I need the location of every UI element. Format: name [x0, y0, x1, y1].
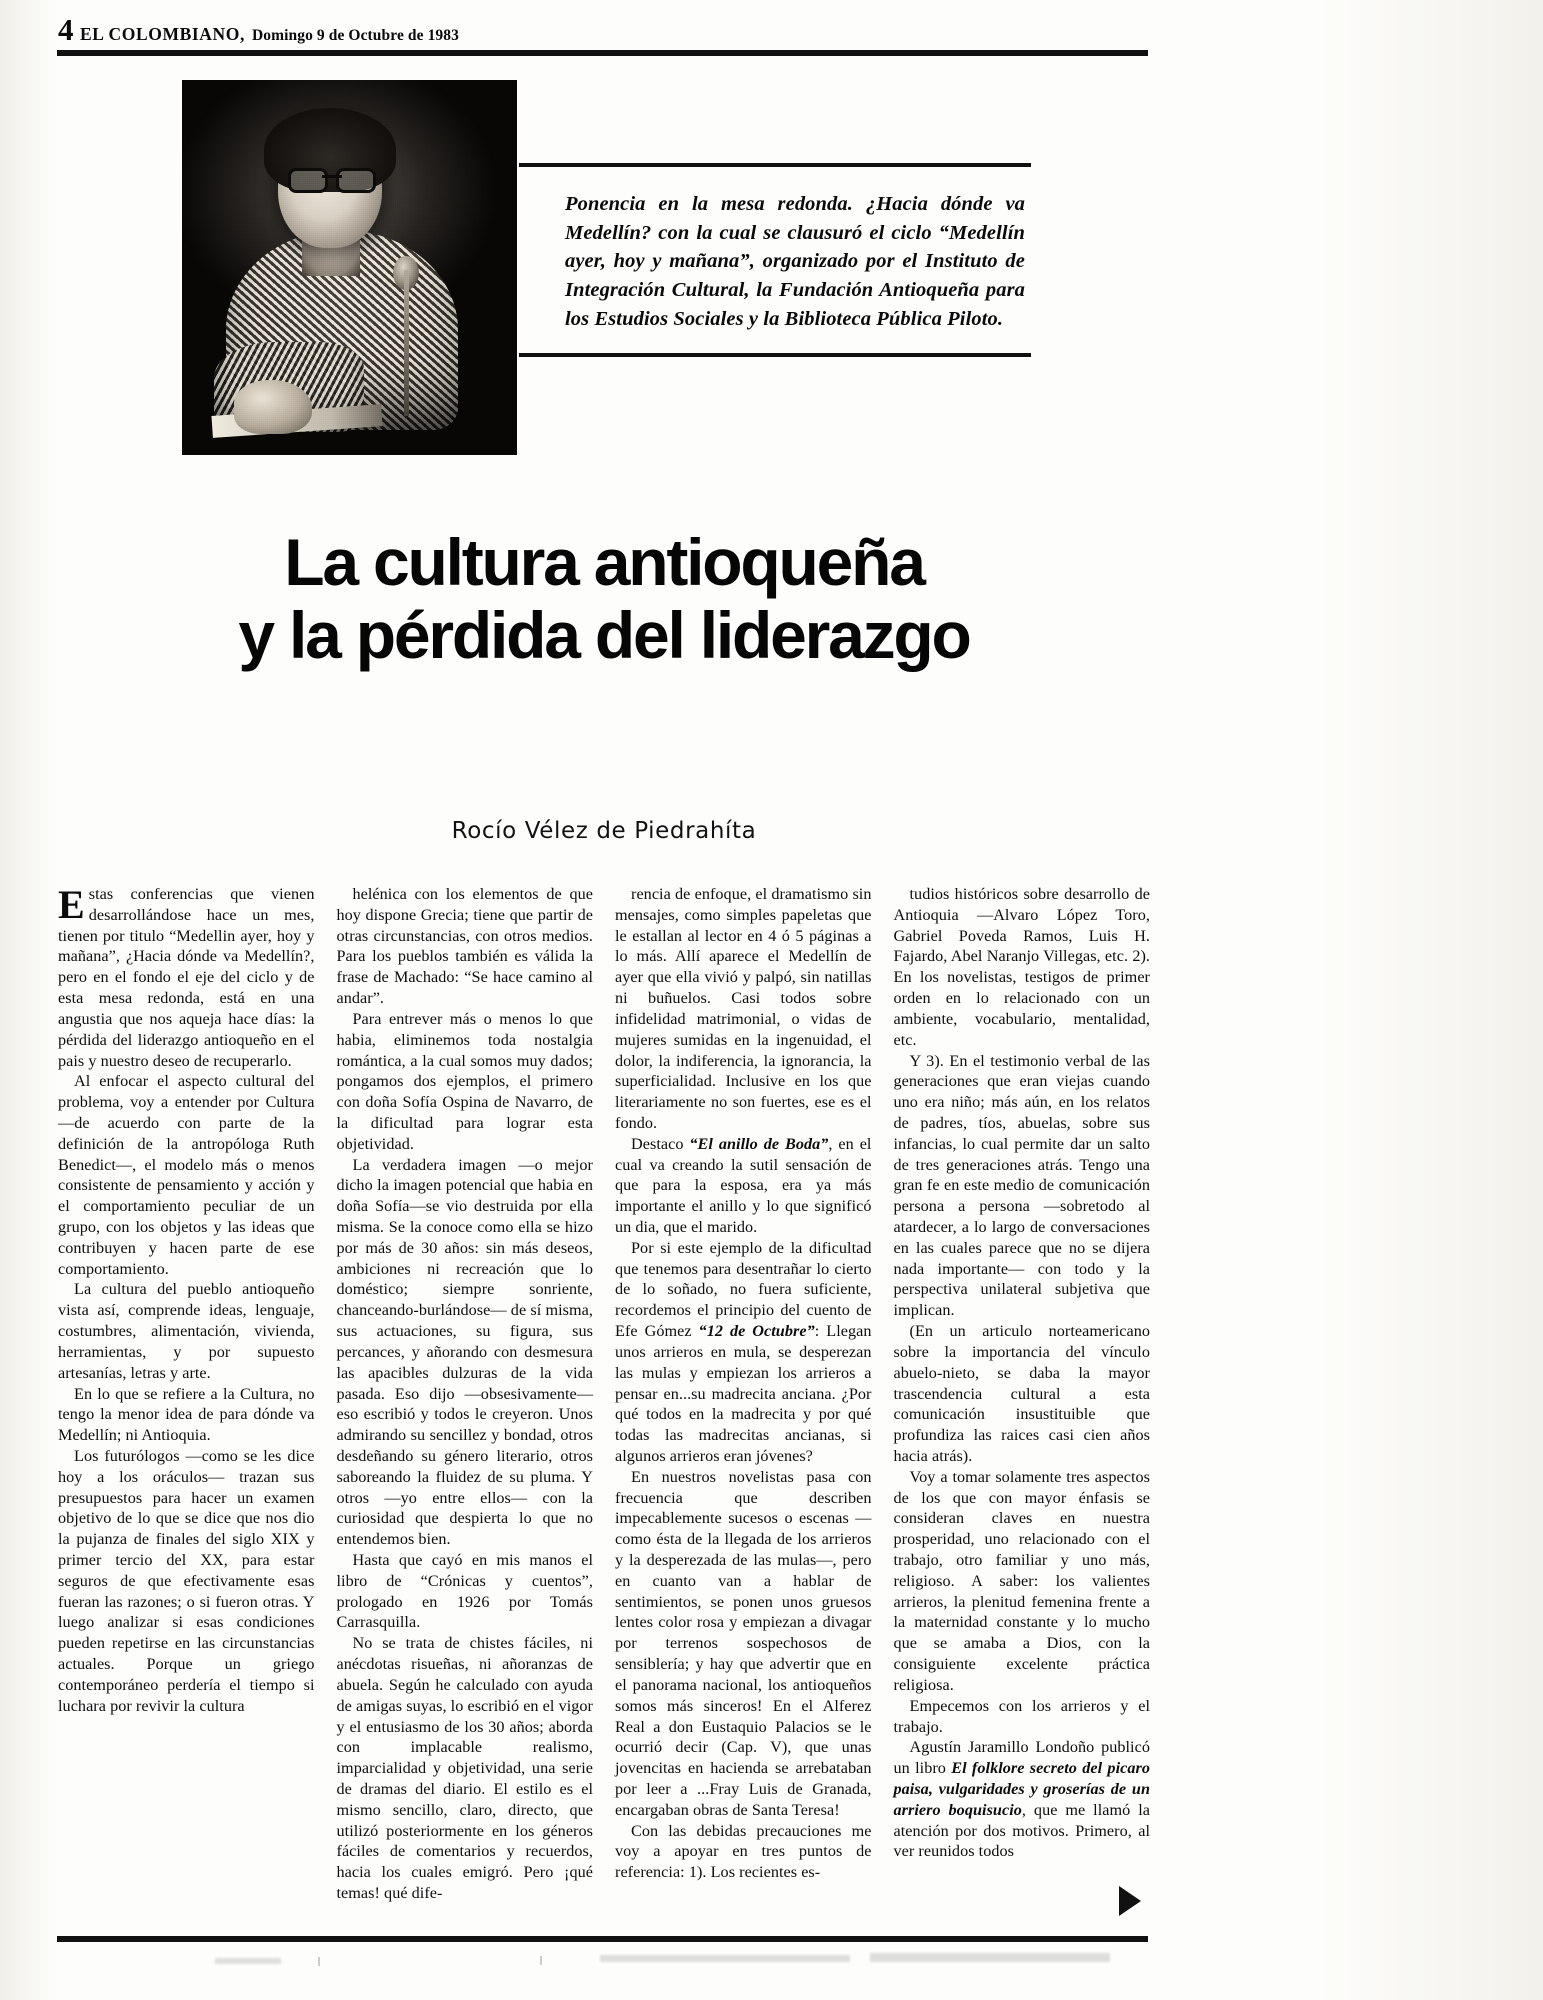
continuation-arrow-icon [1119, 1886, 1141, 1916]
body-paragraph: tudios históricos sobre desarrollo de Antioquia —Alvaro López Toro, Gabriel Poveda Ramos, Luis H. Fajardo, Abel Naranjo Villegas, etc. 2). En los novelistas, testigos de primer orden en lo relacionado con un ambiente, vocabulario, mentalidad, etc. [893, 885, 1150, 1049]
issue-date: Domingo 9 de Octubre de 1983 [251, 27, 459, 44]
photo-caption-box [519, 163, 1031, 357]
body-paragraph: En nuestros novelistas pasa con frecuencia que describen impecablemente sucesos o escenas —como ésta de la llegada de los arrieros y la desperezada de las mulas—, pero en cuanto van a hablar de sentimientos, se ponen unos gruesos lentes color rosa y empiezan a divagar por terrenos sospechosos de sensiblería; y hay que advertir que en el panorama nacional, los antioqueños somos más sinceros! En el Alferez Real a don Eustaquio Palacios se le ocurrió decir (Cap. V), que unas jovencitas en hacienda se arrebataban por leer a ...Fray Luis de Granada, encargaban obras de Santa Teresa! [615, 1467, 872, 1819]
body-paragraph: Voy a tomar solamente tres aspectos de los que con mayor énfasis se consideran claves en nuestra prosperidad, uno relacionado con el trabajo, otro familiar y uno más, religioso. A saber: los valientes arrieros, la plenitud femenina frente a la maternidad constante y lo mucho que se amaba a Dios, con la consiguiente excelente práctica religiosa. [893, 1467, 1150, 1694]
body-paragraph: Empecemos con los arrieros y el trabajo. [893, 1696, 1150, 1736]
masthead [58, 14, 1158, 46]
body-paragraph: Y 3). En el testimonio verbal de las generaciones que eran viejas cuando uno era niño; más aún, en los relatos de padres, tíos, abuelas, sobre sus infancias, lo cual permite dar un salto de tres generaciones atrás. Tengo una gran fe en este medio de comunicación persona a persona —sobretodo al atardecer, a lo largo de conversaciones en las cuales parece que no se dijera nada importante— con todo y la perspectiva unilateral subjetiva que implican. [893, 1051, 1150, 1320]
body-paragraph: (En un articulo norteamericano sobre la importancia del vínculo abuelo-nieto, se daba la mayor trascendencia cultural a esta comunicación insustituible que profundiza las raices casi cien años hacia atrás). [893, 1322, 1150, 1465]
article-body [58, 884, 1150, 1924]
headline-line-2: y la pérdida del liderazgo [238, 597, 970, 672]
headline-line-1: La cultura antioqueña [284, 525, 924, 600]
body-paragraph: Destaco “El anillo de Boda”, en el cual va creando la sutil sensación de que para la esposa, era ya más importante el anillo y lo que significó un dia, que el marido. [615, 1134, 872, 1236]
article-byline: Rocío Vélez de Piedrahíta [451, 818, 757, 844]
body-paragraph: En lo que se refiere a la Cultura, no tengo la menor idea de para dónde va Medellín; ni Antioquia. [58, 1384, 315, 1445]
drop-cap: E [58, 882, 85, 927]
body-paragraph: Para entrever más o menos lo que habia, eliminemos toda nostalgia romántica, a la cual somos muy dados; pongamos dos ejemplos, el primero con doña Sofía Ospina de Navarro, de la dificultad para lograr esta objetividad. [336, 1009, 593, 1153]
page-left-margin [0, 0, 56, 2000]
header-rule [57, 50, 1148, 56]
photo-caption-text: Ponencia en la mesa redonda. ¿Hacia dónde va Medellín? con la cual se clausuró el ciclo “Medellín ayer, hoy y mañana”, organizado por el Instituto de Integración Cultural, la Fundación Antioqueña para los Estudios Sociales y la Biblioteca Pública Piloto. [565, 193, 1025, 330]
body-paragraph: No se trata de chistes fáciles, ni anécdotas risueñas, ni añoranzas de abuela. Según he calculado con ayuda de amigas suyas, lo escribió en el vigor y el entusiasmo de los 30 años; aborda con implacable realismo, imparcialidad y objetividad, una serie de dramas del diario. El estilo es el mismo sencillo, claro, directo, que utilizó posteriormente en los géneros fáciles de comentarios y recuerdos, hacia los cuales emigró. Pero ¡qué temas! qué dife- [336, 1634, 593, 1902]
page-folio-number: 4 [58, 12, 73, 47]
body-column-2 [337, 884, 594, 1924]
page-right-margin [1163, 0, 1543, 2000]
body-paragraph: La cultura del pueblo antioqueño vista así, comprende ideas, lenguaje, costumbres, alimentación, vivienda, herramientas, y por supuesto artesanías, letras y arte. [58, 1280, 315, 1382]
body-column-3 [615, 884, 872, 1924]
body-paragraph: La verdadera imagen —o mejor dicho la imagen potencial que habia en doña Sofía—se vio destruida por ella misma. Se la conoce como ella se hizo por más de 30 años: sin más deseos, ambiciones ni recreación que lo doméstico; siempre sonriente, chanceando-burlándose— de sí misma, sus actuaciones, su figura, sus percances, y añorando con desmesura las apacibles dulzuras de la vida pasada. Eso dijo —obsesivamente— eso escribió y todos le creyeron. Unos admirando su sencillez y bondad, otros desdeñando su género literario, otros saboreando la fluidez de su pluma. Y otros —yo entre ellos— con la curiosidad que despierta lo que no entendemos bien. [336, 1155, 593, 1549]
body-paragraph: rencia de enfoque, el dramatismo sin mensajes, como simples papeletas que le estallan al lector en 4 ó 5 páginas a lo más. Allí aparece el Medellín de ayer que ella vivió y palpó, sin natillas ni buñuelos. Casi todos sobre infidelidad matrimonial, o vidas de mujeres sumidas en la ingenuidad, el dolor, la indiferencia, la ignorancia, la superficialidad. Inclusive en los que literariamente no son fuertes, ese es el fondo. [615, 885, 872, 1132]
body-paragraph: Los futurólogos —como se les dice hoy a los oráculos— trazan sus presupuestos para hacer un examen objetivo de lo que se dice que nos dio la pujanza de finales del siglo XIX y primer tercio del XX, para estar seguros de que efectivamente esas fueran las razones; o si fueron otras. Y luego analizar si esas condiciones pueden repetirse en las circunstancias actuales. Porque un griego contemporáneo perdería el tiempo si luchara por revivir la cultura [58, 1446, 315, 1715]
body-paragraph: Estas conferencias que vienen desarrollándose hace un mes, tienen por titulo “Medellin ayer, hoy y mañana”, ¿Hacia dónde va Medellín?, pero en el fondo el eje del ciclo y de esta mesa redonda, está en una angustia que nos aqueja hace días: la pérdida del liderazgo antioqueño en el pais y nuestro deseo de recuperarlo. [58, 882, 315, 1070]
body-paragraph: Hasta que cayó en mis manos el libro de “Crónicas y cuentos”, prologado en 1926 por Tomás Carrasquilla. [336, 1551, 593, 1632]
newspaper-name: EL COLOMBIANO, [80, 24, 245, 44]
body-column-1 [58, 884, 315, 1924]
footer-rule [57, 1936, 1148, 1942]
body-column-4 [894, 884, 1151, 1924]
body-paragraph: Con las debidas precauciones me voy a apoyar en tres puntos de referencia: 1). Los recientes es- [615, 1821, 872, 1882]
body-paragraph: Agustín Jaramillo Londoño publicó un libro El folklore secreto del picaro paisa, vulgaridades y groserías de un arriero boquisucio, que me llamó la atención por dos motivos. Primero, al ver reunidos todos [893, 1738, 1150, 1861]
article-photo [182, 80, 517, 455]
body-paragraph: Por si este ejemplo de la dificultad que tenemos para desentrañar lo cierto de lo soñado, no fuera suficiente, recordemos el principio del cuento de Efe Gómez “12 de Octubre”: Llegan unos arrieros en mula, se desperezan las mulas y empiezan los arrieros a pensar en...su madrecita anciana. ¿Por qué todos en la madrecita y por qué todas las madrecitas ancianas, si algunos arrieros eran jóvenes? [615, 1238, 872, 1465]
body-paragraph: helénica con los elementos de que hoy dispone Grecia; tiene que partir de otras circunstancias, con otros medios. Para los pueblos también es válida la frase de Machado: “Se hace camino al andar”. [336, 885, 593, 1008]
article-headline [60, 526, 1148, 671]
body-paragraph: Al enfocar el aspecto cultural del problema, voy a entender por Cultura —de acuerdo con parte de la definición de la antropóloga Ruth Benedict—, el modelo más o menos consistente de pensamiento y acción y el comportamiento peculiar de un grupo, con los objetos y las ideas que contribuyen y hacen parte de ese comportamiento. [58, 1072, 315, 1278]
